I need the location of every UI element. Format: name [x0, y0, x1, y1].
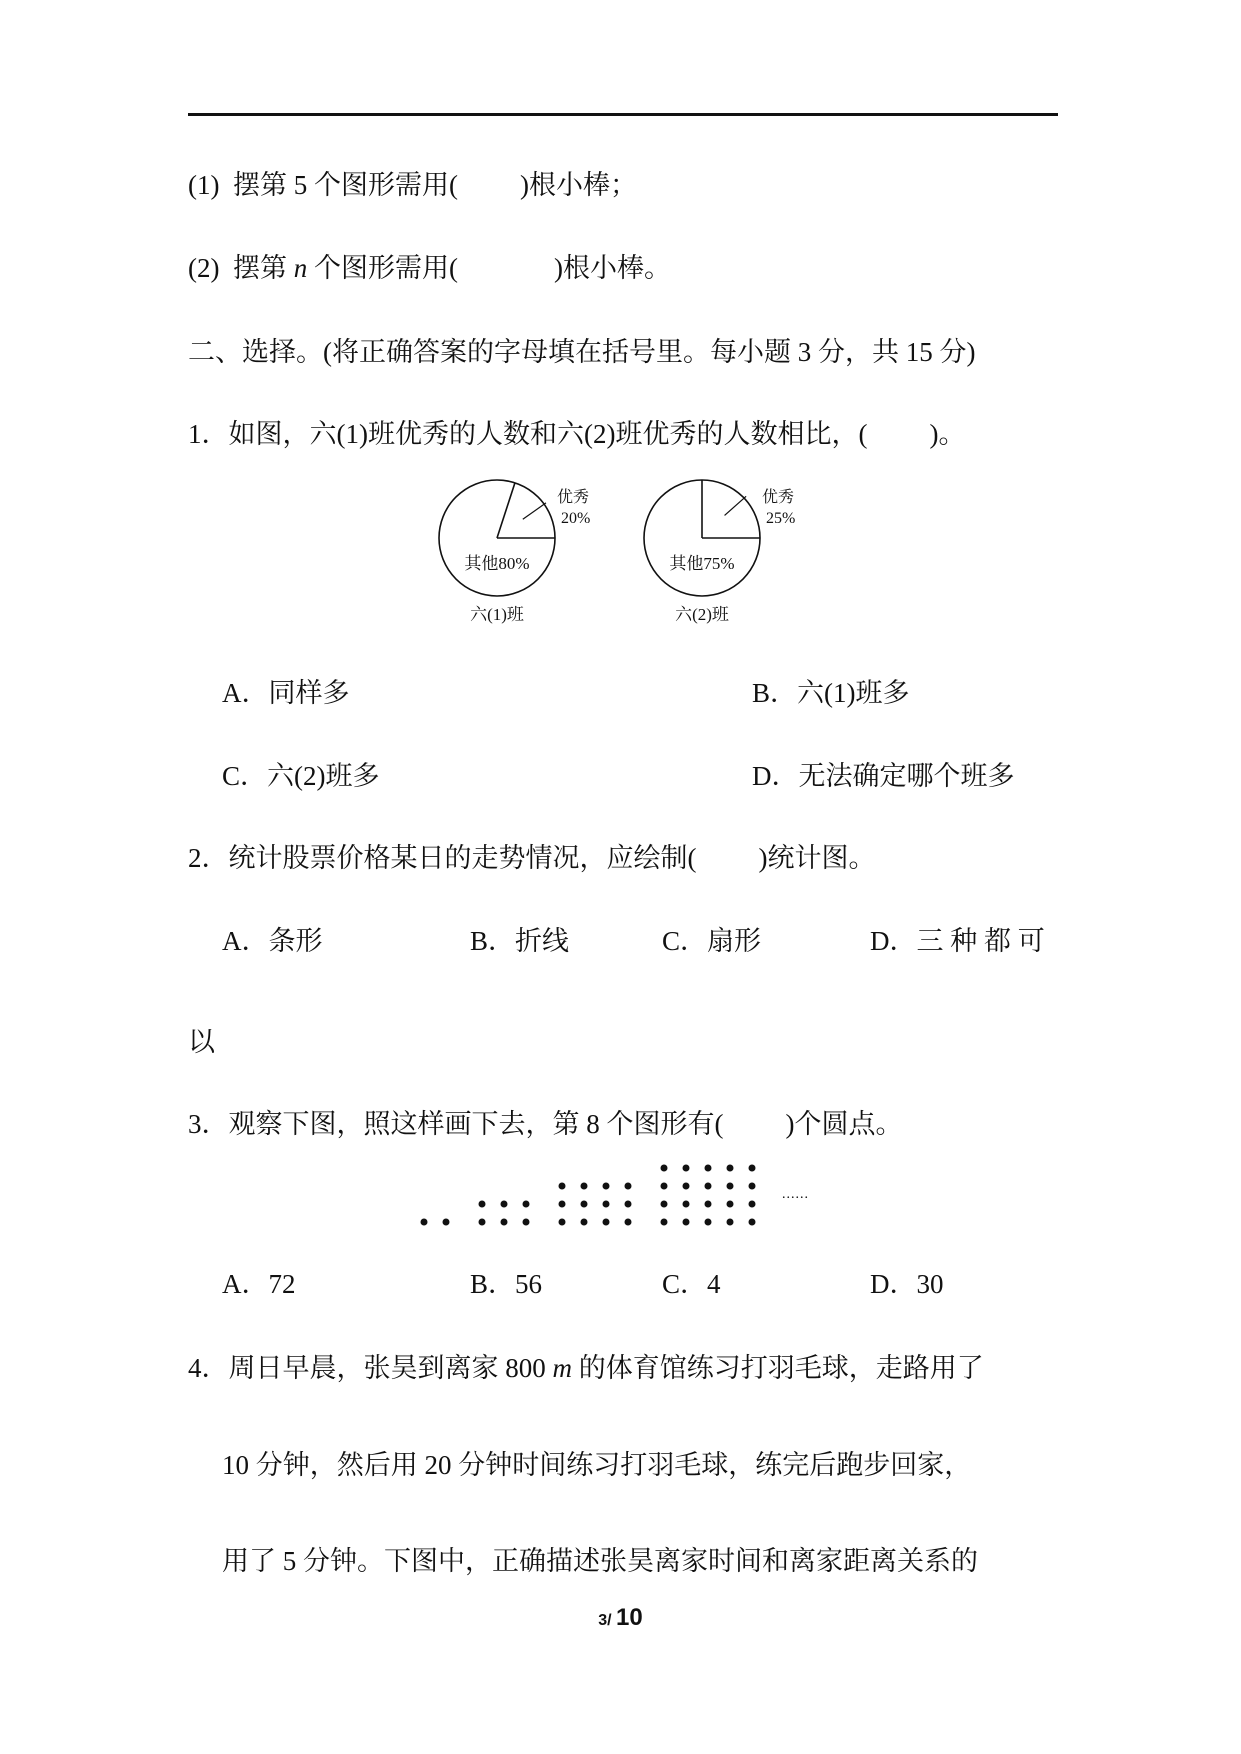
dot	[749, 1165, 756, 1172]
q1-option-c[interactable]: C．六(2)班多	[222, 761, 380, 791]
header-rule	[188, 113, 1058, 116]
dot-figure-3	[559, 1183, 632, 1226]
dot	[705, 1201, 712, 1208]
dot	[705, 1165, 712, 1172]
q3-option-a[interactable]: A．72	[222, 1269, 296, 1299]
pie-chart-1	[439, 480, 590, 624]
question-1-stem: 1．如图，六(1)班优秀的人数和六(2)班优秀的人数相比，( )。	[188, 419, 966, 449]
pie-leader-line	[725, 496, 747, 515]
dot	[523, 1201, 530, 1208]
q2-option-b[interactable]: B．折线	[470, 926, 570, 956]
pie-leader-line	[523, 503, 546, 519]
prev-question-part-2: (2) 摆第 n 个图形需用( )根小棒。	[188, 253, 671, 283]
dot-pattern-svg	[400, 1150, 840, 1260]
q2-option-d-wrap: 以	[188, 1027, 215, 1057]
section-title: 二、选择。(将正确答案的字母填在括号里。每小题 3 分，共 15 分)	[188, 337, 976, 367]
dot	[501, 1201, 508, 1208]
part-label: (1)	[188, 170, 220, 200]
dot	[625, 1183, 632, 1190]
dot	[523, 1219, 530, 1226]
pie-label-other: 其他75%	[669, 554, 735, 573]
dot	[661, 1219, 668, 1226]
dot	[501, 1219, 508, 1226]
dot	[603, 1183, 610, 1190]
dot	[581, 1201, 588, 1208]
dot	[683, 1201, 690, 1208]
dot	[479, 1219, 486, 1226]
q1-option-b[interactable]: B．六(1)班多	[752, 678, 910, 708]
dot	[559, 1201, 566, 1208]
dot	[705, 1219, 712, 1226]
dot	[625, 1201, 632, 1208]
dot	[727, 1201, 734, 1208]
pie-label-excellent: 优秀	[557, 489, 590, 506]
dot	[625, 1219, 632, 1226]
dot	[749, 1201, 756, 1208]
dot-figure-4	[661, 1165, 756, 1226]
question-4-line-2: 10 分钟，然后用 20 分钟时间练习打羽毛球，练完后跑步回家，	[222, 1450, 972, 1480]
dot	[683, 1165, 690, 1172]
dot	[559, 1183, 566, 1190]
pie-charts-svg	[420, 470, 820, 640]
question-4-line-1: 4．周日早晨，张昊到离家 800 m 的体育馆练习打羽毛球，走路用了	[188, 1353, 984, 1383]
q2-option-c[interactable]: C．扇形	[662, 926, 762, 956]
dot	[749, 1183, 756, 1190]
dot-figure-1	[421, 1219, 450, 1226]
q1-option-d[interactable]: D．无法确定哪个班多	[752, 761, 1015, 791]
q3-option-d[interactable]: D．30	[870, 1269, 944, 1299]
dot	[683, 1219, 690, 1226]
q2-option-d[interactable]: D．三 种 都 可	[870, 926, 1045, 956]
dot	[479, 1201, 486, 1208]
pie-slice-edge	[497, 483, 515, 538]
dot	[661, 1183, 668, 1190]
pie-value-excellent: 25%	[766, 510, 796, 527]
dot	[581, 1183, 588, 1190]
pie-value-excellent: 20%	[561, 510, 591, 527]
dot	[661, 1165, 668, 1172]
unit-m: m	[552, 1353, 572, 1383]
dot	[581, 1219, 588, 1226]
dot	[661, 1201, 668, 1208]
prev-question-part-1: (1) 摆第 5 个图形需用( )根小棒；	[188, 170, 637, 200]
q3-option-c[interactable]: C．4	[662, 1269, 721, 1299]
page-total: 10	[616, 1604, 643, 1631]
dot-figure-2	[479, 1201, 530, 1226]
page-current: 3/	[598, 1612, 612, 1629]
q2-option-a[interactable]: A．条形	[222, 926, 323, 956]
dot	[603, 1219, 610, 1226]
pie-label-excellent: 优秀	[762, 489, 795, 506]
question-2-stem: 2．统计股票价格某日的走势情况，应绘制( )统计图。	[188, 843, 876, 873]
part-label: (2)	[188, 253, 220, 283]
dot	[443, 1219, 450, 1226]
pie-title: 六(1)班	[470, 605, 524, 624]
dot	[705, 1183, 712, 1190]
question-3-stem: 3．观察下图，照这样画下去，第 8 个图形有( )个圆点。	[188, 1109, 903, 1139]
dot	[421, 1219, 428, 1226]
dot	[727, 1219, 734, 1226]
pie-chart-2	[644, 480, 795, 624]
dot	[683, 1183, 690, 1190]
dot-pattern-figure	[400, 1150, 840, 1260]
dot	[559, 1219, 566, 1226]
dot	[749, 1219, 756, 1226]
pie-label-other: 其他80%	[464, 554, 530, 573]
q1-option-a[interactable]: A．同样多	[222, 678, 350, 708]
question-4-line-3: 用了 5 分钟。下图中，正确描述张昊离家时间和离家距离关系的	[222, 1546, 978, 1576]
ellipsis: ......	[782, 1187, 809, 1202]
q3-option-b[interactable]: B．56	[470, 1269, 543, 1299]
page-number	[0, 1604, 1241, 1632]
dot	[727, 1183, 734, 1190]
dot	[603, 1201, 610, 1208]
dot	[727, 1165, 734, 1172]
pie-charts	[420, 470, 820, 640]
variable-n: n	[293, 253, 308, 283]
pie-title: 六(2)班	[675, 605, 729, 624]
